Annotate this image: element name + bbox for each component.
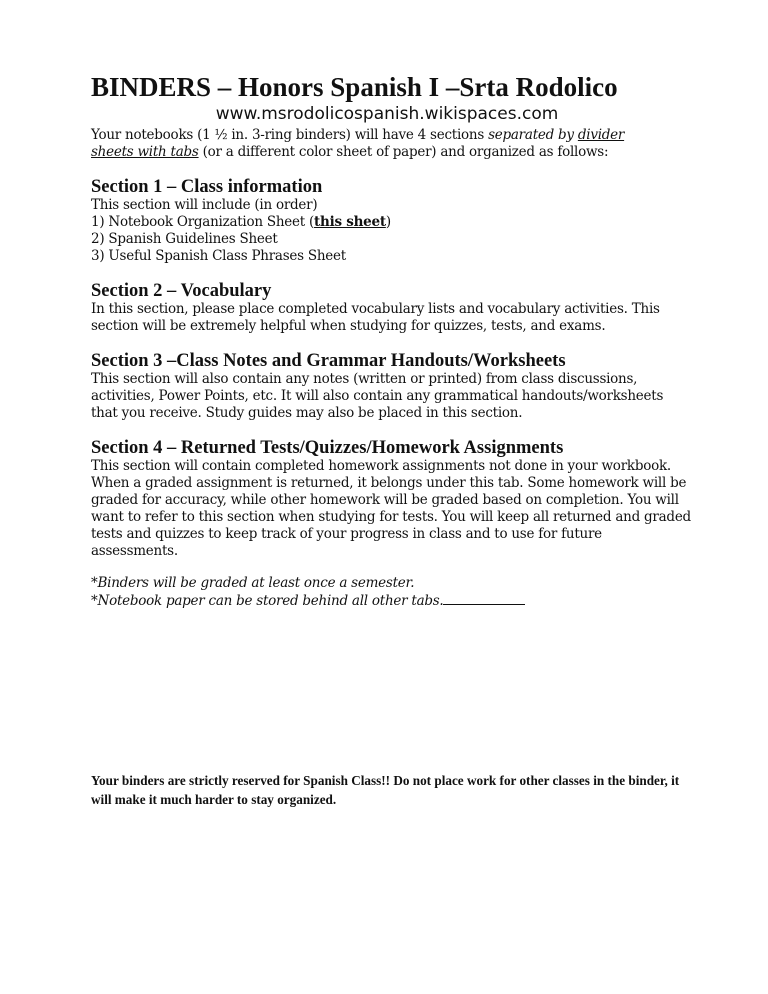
section-3-body: This section will also contain any notes (written or printed) from class discussions, activities, Power Points, etc. It will also contain any grammatical handouts/worksheets that you receive. Study guides may also be placed in this section. (91, 371, 664, 421)
intro-divider-underline: divider (577, 127, 625, 143)
intro-text-1: Your notebooks (1 ½ in. 3-ring binders) will have 4 sections (91, 127, 489, 143)
intro-text-2: (or a different color sheet of paper) and organized as follows: (198, 144, 609, 160)
notes-block (91, 575, 691, 610)
blank-line (443, 592, 525, 605)
section-1-intro: This section will include (in order) (91, 197, 318, 213)
note-1: *Binders will be graded at least once a semester. (91, 575, 415, 591)
note-2 (91, 592, 691, 610)
intro-italic: separated by (488, 127, 578, 143)
item-1-text: 1) Notebook Organization Sheet ( (91, 214, 315, 230)
document-title: BINDERS – Honors Spanish I –Srta Rodolico (91, 72, 618, 102)
intro-paragraph (91, 127, 691, 161)
website-url: www.msrodolicospanish.wikispaces.com (215, 104, 559, 124)
item-1-close: ) (385, 214, 391, 230)
section-4-body: This section will contain completed homework assignments not done in your workbook. When a graded assignment is returned, it belongs under this tab. Some homework will be graded for accuracy, while other homework will be graded based on completion. You will want to refer to this section when studying for tests. You will keep all returned and graded tests and quizzes to keep track of your progress in class and to use for future assessments. (91, 458, 691, 559)
section-4-heading: Section 4 – Returned Tests/Quizzes/Homework Assignments (91, 438, 564, 458)
section-1-item-2: 2) Spanish Guidelines Sheet (91, 231, 278, 247)
section-2-heading: Section 2 – Vocabulary (91, 281, 272, 301)
section-2-body: In this section, please place completed vocabulary lists and vocabulary activities. This section will be extremely helpful when studying for quizzes, tests, and exams. (91, 301, 660, 334)
intro-tabs-underline: sheets with tabs (91, 144, 199, 160)
section-1-item-3: 3) Useful Spanish Class Phrases Sheet (91, 248, 346, 264)
document-page (91, 72, 691, 610)
this-sheet-emphasis: this sheet (314, 214, 386, 230)
section-1-heading: Section 1 – Class information (91, 177, 323, 197)
section-3-heading: Section 3 –Class Notes and Grammar Handouts/Worksheets (91, 351, 566, 371)
note-2-text: *Notebook paper can be stored behind all other tabs. (91, 593, 444, 609)
warning-text: Your binders are strictly reserved for Spanish Class!! Do not place work for other classes in the binder, it will make it much harder to stay organized. (91, 773, 680, 807)
section-1-item-1 (91, 214, 691, 231)
